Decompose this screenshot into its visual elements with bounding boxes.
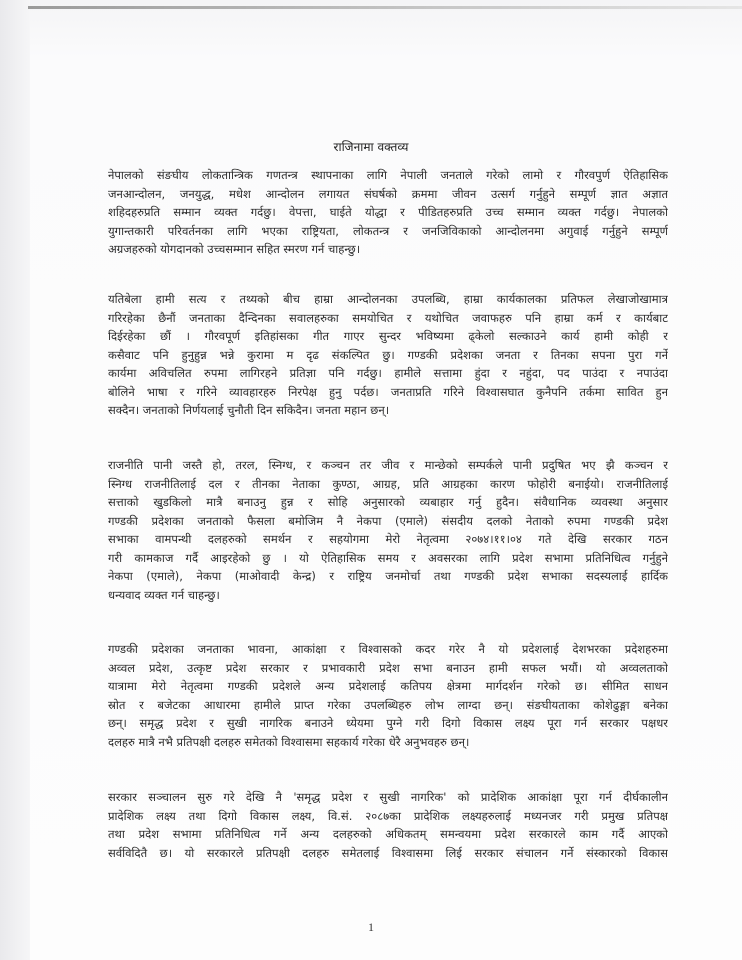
paragraph-5 xyxy=(108,788,668,862)
page-number: 1 xyxy=(368,920,374,934)
text-line: बोलिने भाषा र गरिने व्यावहारहरु निरपेक्ष हुनु पर्दछ। जनताप्रति गरिने विश्वासघात कुनैपनि तर्कमा सावित हुन xyxy=(108,384,668,399)
document-title: राजिनामा वक्तव्य xyxy=(333,140,409,154)
text-line: कार्यमा अविचलित रुपमा लागिरहने प्रतिज्ञा पनि गर्दछु। हामीले सत्तामा हुंदा र नहुंदा, पद पाउंदा र नपाउंदा xyxy=(108,366,668,380)
text-line: शहिदहरुप्रति सम्मान व्यक्त गर्दछु। वेपत्ता, घाईते योद्धा र पीडितहरुप्रति उच्च सम्मान व्यक्त गर्दछु। नेपालको xyxy=(108,205,668,219)
text-line: जनआन्दोलन, जनयुद्ध, मधेश आन्दोलन लगायत संघर्षको क्रममा जीवन उत्सर्ग गर्नुहुने सम्पूर्ण ज्ञात अज्ञात xyxy=(108,186,668,201)
text-line: तथा प्रदेश सभामा प्रतिनिधित्व गर्ने अन्य दलहरुको अधिकतम् समन्वयमा प्रदेश सरकारले काम गर्दै आएको xyxy=(108,827,668,841)
text-line: अव्वल प्रदेश, उत्कृष्ट प्रदेश सरकार र प्रभावकारी प्रदेश सभा बनाउन हामी सफल भयौं। यो अव्वलताको xyxy=(108,660,668,675)
text-line: स्रोत र बजेटका आधारमा हामीले प्राप्त गरेका उपलब्धिहरु लोभ लाग्दा छन्। संङघीयताका कोशेढुङ्गा बनेका xyxy=(108,697,668,712)
text-line: दलहरु मात्रै नभै प्रतिपक्षी दलहरु समेतको विश्वासमा सहकार्य गरेका धेरै अनुभवहरु छन्। xyxy=(108,734,470,749)
text-line: युगान्तकारी परिवर्तनका लागि भएका राष्ट्रियता, लोकतन्त्र र जनजिविकाको आन्दोलनमा अगुवाई गर्नुहुने सम्पूर्ण xyxy=(108,223,668,238)
paragraph-2 xyxy=(108,290,668,420)
text-line: अग्रजहरुको योगदानको उच्चसम्मान सहित स्मरण गर्न चाहन्छु। xyxy=(108,242,361,256)
text-line: गरिरहेका छैनौं जनताका दैन्दिनका सवालहरुका समयोचित र यथोचित जवाफहरु पनि हाम्रा कर्म र कार्यबाट xyxy=(108,310,668,325)
text-line: दिईरहेका छौं । गौरवपूर्ण इतिहांसका गीत गाएर सुन्दर भविष्यमा ढ्केलो सल्काउने कार्य हामी कोही र xyxy=(108,329,668,343)
text-line: धन्यवाद व्यक्त गर्न चाहन्छु। xyxy=(108,587,220,602)
text-line: सक्दैन। जनताको निर्णयलाई चुनौती दिन सकिदैन। जनता महान छन्। xyxy=(108,403,390,417)
paragraph-4 xyxy=(108,640,668,751)
text-line: यतिबेला हामी सत्य र तथ्यको बीच हाम्रा आन्दोलनका उपलब्धि, हाम्रा कार्यकालका प्रतिफल लेखाजोखामात्र xyxy=(108,292,668,306)
text-line: गण्डकी प्रदेशका जनताको फैसला बमोजिम नै नेकपा (एमाले) संसदीय दलको नेताको रुपमा गण्डकी प्रदेश xyxy=(108,513,668,528)
text-line: छन्। समृद्ध प्रदेश र सुखी नागरिक बनाउने ध्येयमा पुग्ने गरी दिगो विकास लक्ष्य पूरा गर्न सरकार पक्षधर xyxy=(108,716,668,730)
text-line: सत्ताको खुडकिलो मात्रै बनाउनु हुन्न र सोहि अनुसारको व्यबाहार गर्नु हुदैन। संवैधानिक व्यवस्था अनुसार xyxy=(108,495,668,509)
text-line: नेकपा (एमाले), नेकपा (माओवादी केन्द्र) र राष्ट्रिय जनमोर्चा तथा गण्डकी प्रदेश सभाका सदस्यलाई हार्दिक xyxy=(108,569,668,583)
text-line: गण्डकी प्रदेशका जनताका भावना, आकांक्षा र विश्वासको कदर गरेर नै यो प्रदेशलाई देशभरका प्रदेशहरुमा xyxy=(108,642,668,656)
text-line: कसैवाट पनि हुनुहुन्न भन्ने कुरामा म दृढ संकल्पित छु। गण्डकी प्रदेशका जनता र तिनका सपना पुरा गर्ने xyxy=(108,347,668,362)
text-line: स्निग्ध राजनीतिलाई दल र तीनका नेताका कुण्ठा, आग्रह, प्रति आग्रहका कारण फोहोरी बनाईयो। राजनीतिलाई xyxy=(108,476,668,491)
text-line: सर्वविदितै छ। यो सरकारले प्रतिपक्षी दलहरु समेतलाई विश्वासमा लिई सरकार संचालन गर्ने संस्कारको विकास xyxy=(108,845,668,860)
paragraph-1 xyxy=(108,166,668,259)
text-line: राजनीति पानी जस्तै हो, तरल, स्निग्ध, र कञ्चन तर जीव र मान्छेको सम्पर्कले पानी प्रदुषित भए झै कञ्चन र xyxy=(108,458,668,472)
text-line: सभाका वामपन्थी दलहरुको समर्थन र सहयोगमा मेरो नेतृत्वमा २०७४।११।०४ गते देखि सरकार गठन xyxy=(108,532,668,546)
paragraph-3 xyxy=(108,456,668,604)
text-line: प्रादेशिक लक्ष्य तथा दिगो विकास लक्ष्य, वि.सं. २०८७का प्रादेशिक लक्ष्यहरुलाई मध्यनजर गरी प्रमुख प्रतिपक्ष xyxy=(108,808,668,823)
page-top-edge xyxy=(28,6,742,9)
text-line: गरी कामकाज गर्दै आइरहेको छु । यो ऐतिहासिक समय र अवसरका लागि प्रदेश सभामा प्रतिनिधित्व गर्नुहुने xyxy=(108,550,668,565)
text-line: सरकार सञ्चालन सुरु गरे देखि नै 'समृद्ध प्रदेश र सुखी नागरिक' को प्रादेशिक आकांक्षा पूरा गर्न दीर्घकालीन xyxy=(108,790,668,804)
text-line: यात्रामा मेरो नेतृत्वमा गण्डकी प्रदेशले अन्य प्रदेशलाई कतिपय क्षेत्रमा मार्गदर्शन गरेको छ। सीमित साधन xyxy=(108,679,668,693)
punch-hole-mark xyxy=(40,28,50,58)
text-line: नेपालको संङघीय लोकतान्त्रिक गणतन्त्र स्थापनाका लागि नेपाली जनताले गरेको लामो र गौरवपुर्ण ऐतिहासिक xyxy=(108,168,668,182)
